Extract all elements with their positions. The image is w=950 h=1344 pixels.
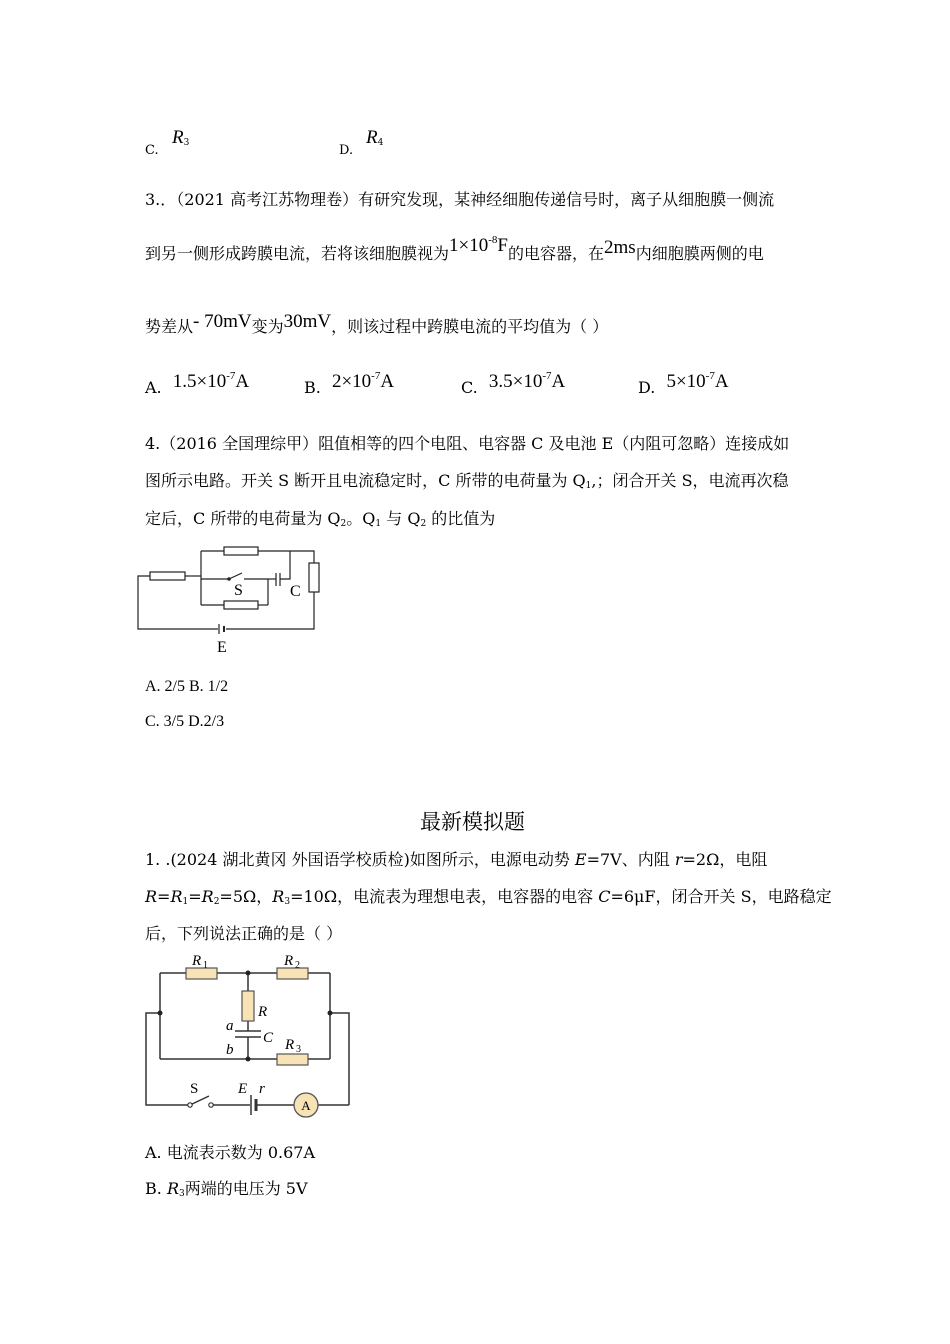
- voltage-end: 30mV: [283, 311, 332, 332]
- q1-circuit-diagram: [140, 945, 360, 1120]
- junction-top: [246, 971, 251, 976]
- label-r1: R: [192, 953, 202, 969]
- q3-option-c: C. $3.5\times 10^{-7}A$: [461, 370, 566, 397]
- label-r-internal: r: [259, 1081, 265, 1097]
- q4-options-row-2: C. 3/5 D.2/3: [145, 713, 225, 730]
- q4-line-1: 4.（2016 全国理综甲）阻值相等的四个电阻、电容器 C 及电池 E（内阻可忽略）连接成如: [145, 434, 790, 453]
- resistor-r1: [186, 968, 217, 979]
- junction-left: [158, 1011, 163, 1016]
- resistor-r3: [277, 1054, 308, 1065]
- option-c-label: C.: [145, 143, 159, 158]
- switch-pivot: [227, 577, 231, 581]
- label-r3-sub: 3: [296, 1044, 301, 1055]
- q3-line-1: 3.．（2021 高考江苏物理卷）有研究发现，某神经细胞传递信号时，离子从细胞膜一侧流: [145, 190, 775, 209]
- q1-option-b: B. $R_3$两端的电压为 5V: [145, 1179, 308, 1199]
- label-e: E: [238, 1081, 248, 1097]
- q4-label-e: E: [217, 639, 227, 656]
- time-value: 2ms: [604, 237, 636, 258]
- label-r2: R: [284, 953, 294, 969]
- q3-line-3: 势差从- 70mV变为30mV，则该过程中跨膜电流的平均值为（ ）: [145, 311, 609, 336]
- capacitance-value: $1\times 10^{-8}F$: [449, 234, 508, 256]
- junction-right: [328, 1011, 333, 1016]
- section-title: 最新模拟题: [420, 810, 525, 834]
- q4-line-3: 定后，C 所带的电荷量为 $Q_2$。$Q_1$ 与 $Q_2$ 的比值为: [145, 509, 496, 529]
- label-r: R: [258, 1004, 268, 1020]
- label-s: S: [190, 1081, 199, 1097]
- label-b: b: [226, 1042, 234, 1058]
- resistor-right: [309, 563, 319, 592]
- wire-left-loop: [138, 576, 218, 629]
- switch-blade: [190, 1096, 209, 1105]
- resistor-left: [150, 572, 185, 580]
- resistor-r2: [277, 968, 308, 979]
- q1-option-a: A. 电流表示数为 0.67A: [145, 1143, 315, 1162]
- resistor-bottom: [224, 601, 258, 609]
- q1-line-3: 后，下列说法正确的是（ ）: [145, 924, 343, 943]
- q3-option-a: A. $1.5\times 10^{-7}A$: [145, 370, 250, 397]
- label-r1-sub: 1: [203, 960, 208, 971]
- switch-blade: [229, 573, 242, 579]
- switch-contact-left: [188, 1103, 192, 1107]
- voltage-start: - 70mV: [193, 311, 252, 332]
- label-r3: R: [285, 1037, 295, 1053]
- ammeter-label: A: [301, 1098, 311, 1113]
- label-r2-sub: 2: [295, 960, 300, 971]
- q1-line-1: 1. .(2024 湖北黄冈 外国语学校质检)如图所示，电源电动势 E=7V、内阻 r=2Ω，电阻: [145, 850, 768, 869]
- label-a: a: [226, 1018, 234, 1034]
- q3-line-2: 到另一侧形成跨膜电流，若将该细胞膜视为$1\times 10^{-8}F$的电容器，在2ms内细胞膜两侧的电: [145, 234, 764, 263]
- resistor-r: [242, 991, 254, 1021]
- q4-label-s: S: [234, 582, 243, 599]
- q4-label-c: C: [290, 583, 301, 600]
- q4-circuit-diagram: [130, 540, 330, 660]
- q4-line-2: 图所示电路。开关 S 断开且电流稳定时，C 所带的电荷量为 $Q_1$,；闭合开关 S，电流再次稳: [145, 471, 789, 491]
- q3-option-b: B. $2\times 10^{-7}A$: [304, 370, 395, 397]
- q1-line-2: $R=R_1=R_2=5\Omega$，$R_3=10\Omega$，电流表为理想电表，电容器的电容 C=6μF，闭合开关 S，电路稳定: [145, 887, 832, 907]
- junction-bottom: [246, 1057, 251, 1062]
- option-d-value: $R_4$: [366, 127, 384, 148]
- option-c-value: $R_3$: [172, 127, 190, 148]
- label-c: C: [263, 1030, 274, 1046]
- resistor-top: [224, 547, 258, 555]
- option-d-label: D.: [339, 143, 354, 158]
- q4-options-row-1: A. 2/5 B. 1/2: [145, 678, 229, 695]
- switch-contact-right: [209, 1103, 213, 1107]
- q3-option-d: D. $5\times 10^{-7}A$: [638, 370, 729, 397]
